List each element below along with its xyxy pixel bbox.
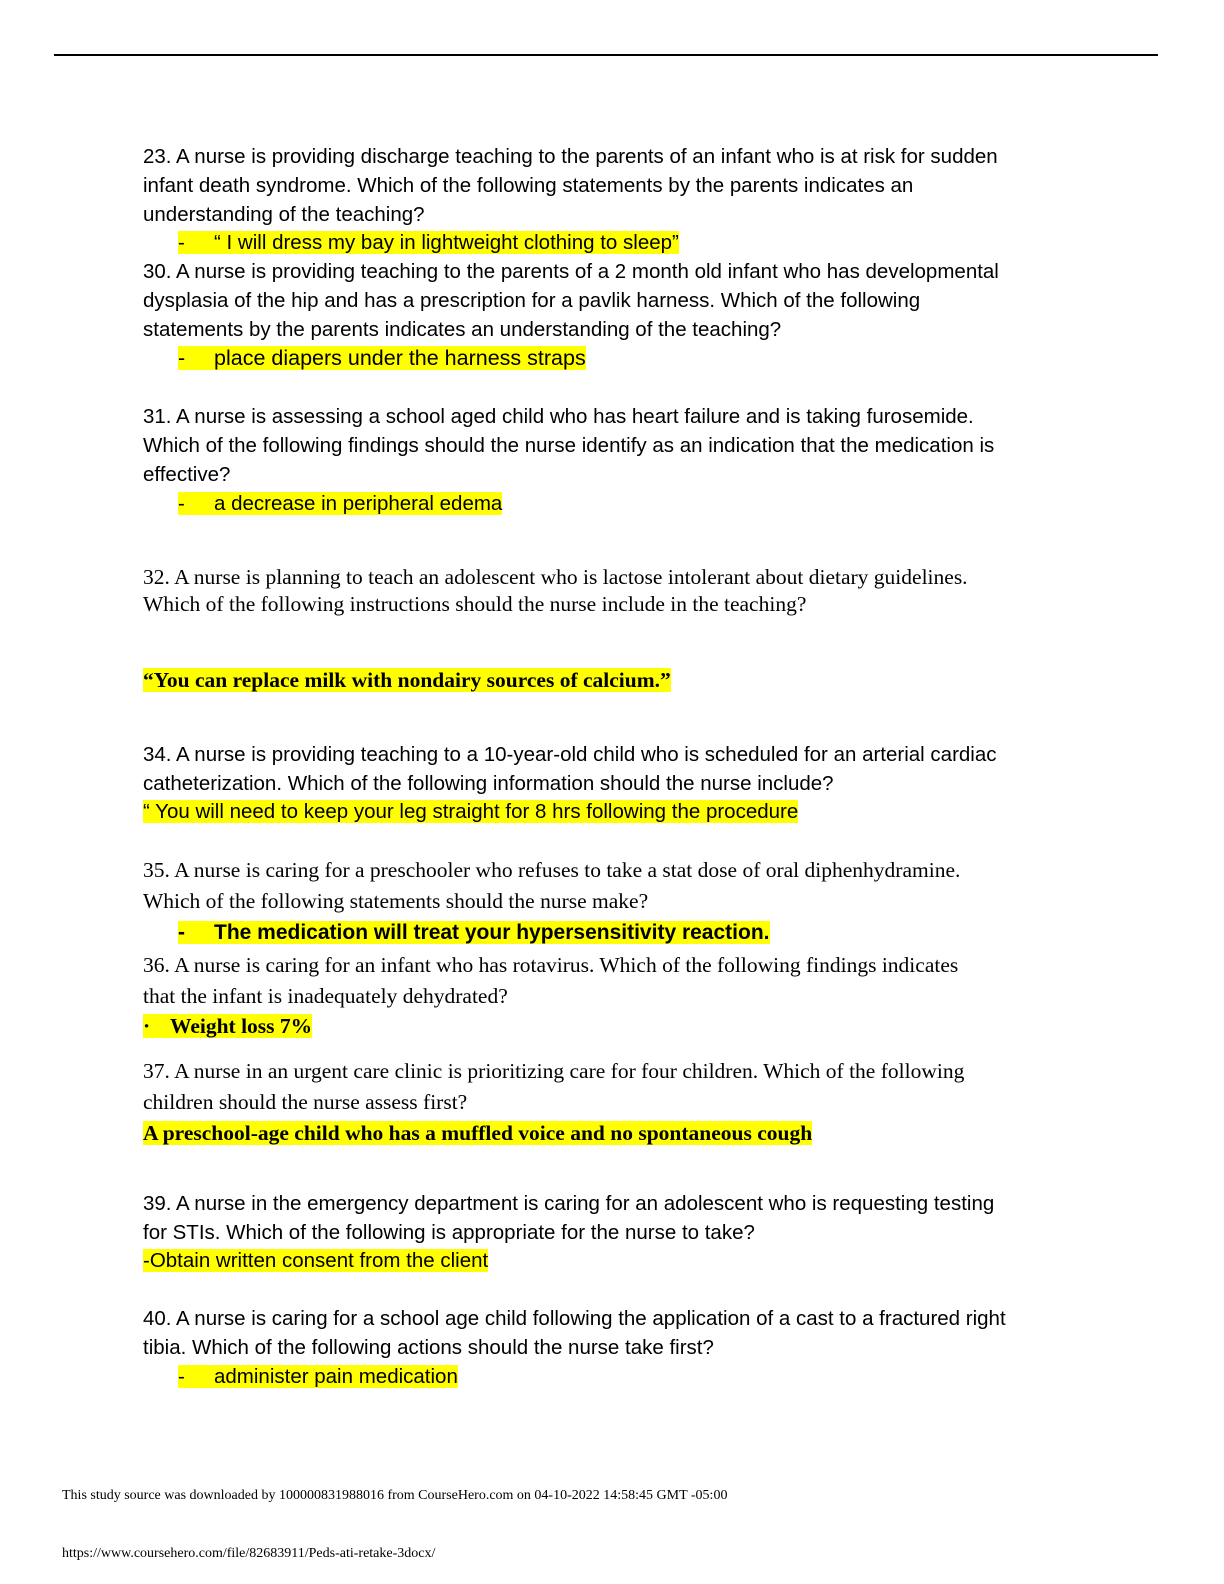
answer-37: A preschool-age child who has a muffled voice and no spontaneous cough: [143, 1121, 813, 1145]
source-url[interactable]: https://www.coursehero.com/file/82683911/Peds-ati-retake-3docx/: [62, 1546, 436, 1561]
question-30: 30. A nurse is providing teaching to the parents of a 2 month old infant who has developmental dysplasia of the hip and has a prescription for a pavlik harness. Which of the following statements by the parents indicates an understanding of the teaching?: [143, 260, 999, 341]
question-37: 37. A nurse in an urgent care clinic is prioritizing care for four children. Which of the following children should the nurse assess first?: [143, 1059, 965, 1114]
answer-32: “You can replace milk with nondairy sources of calcium.”: [143, 668, 671, 692]
answer-35: - The medication will treat your hypersensitivity reaction.: [178, 921, 770, 944]
question-32: 32. A nurse is planning to teach an adolescent who is lactose intolerant about dietary guidelines. Which of the following instructions should the nurse include in the teaching?: [143, 565, 968, 616]
download-notice: This study source was downloaded by 100000831988016 from CourseHero.com on 04-10-2022 14:58:45 GMT -05:00: [62, 1488, 728, 1503]
question-35: 35. A nurse is caring for a preschooler who refuses to take a stat dose of oral diphenhydramine. Which of the following statements should the nurse make?: [143, 858, 961, 913]
answer-31: - a decrease in peripheral edema: [178, 492, 503, 515]
answer-40: - administer pain medication: [178, 1365, 458, 1388]
question-34: 34. A nurse is providing teaching to a 10-year-old child who is scheduled for an arterial cardiac catheterization. Which of the following information should the nurse include?: [143, 743, 997, 795]
answer-39: -Obtain written consent from the client: [143, 1249, 489, 1272]
header-rule: [54, 54, 1158, 56]
answer-30: - place diapers under the harness straps: [178, 346, 586, 370]
question-40: 40. A nurse is caring for a school age child following the application of a cast to a fractured right tibia. Which of the following actions should the nurse take first?: [143, 1307, 1006, 1359]
question-36: 36. A nurse is caring for an infant who has rotavirus. Which of the following findings indicates that the infant is inadequately dehydrated?: [143, 953, 959, 1008]
question-23: 23. A nurse is providing discharge teaching to the parents of an infant who is at risk for sudden infant death syndrome. Which of the following statements by the parents indicates an understanding of the teaching?: [143, 145, 998, 226]
answer-36: · Weight loss 7%: [143, 1014, 313, 1038]
question-31: 31. A nurse is assessing a school aged child who has heart failure and is taking furosemide. Which of the following findings should the nurse identify as an indication that the medication is effective?: [143, 405, 995, 486]
answer-23: - “ I will dress my bay in lightweight clothing to sleep”: [178, 231, 679, 254]
answer-34: “ You will need to keep your leg straight for 8 hrs following the procedure: [143, 800, 799, 823]
question-39: 39. A nurse in the emergency department is caring for an adolescent who is requesting testing for STIs. Which of the following is appropriate for the nurse to take?: [143, 1192, 995, 1244]
